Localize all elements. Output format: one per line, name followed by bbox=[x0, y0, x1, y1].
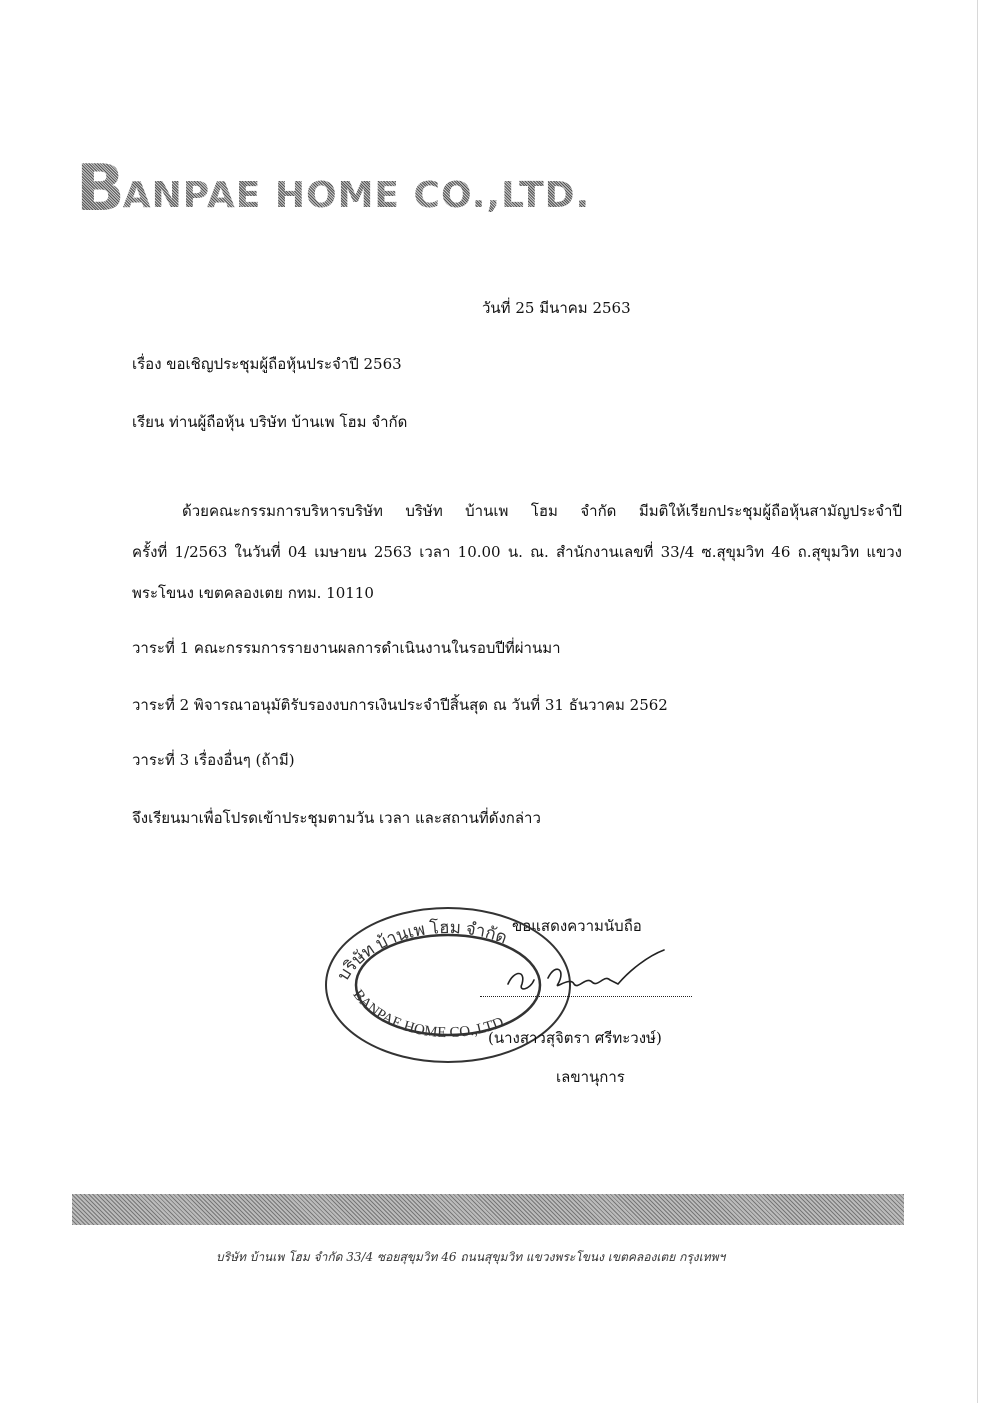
seal-top-text: บริษัท บ้านเพ โฮม จำกัด bbox=[333, 917, 510, 985]
closing-sentence: จึงเรียนมาเพื่อโปรดเข้าประชุมตามวัน เวลา และสถานที่ดังกล่าว bbox=[132, 809, 541, 827]
handwritten-signature bbox=[500, 940, 670, 1000]
logo-wordmark: ANPAE HOME CO.,LTD. bbox=[122, 175, 591, 216]
regards-text: ขอแสดงความนับถือ bbox=[512, 917, 642, 935]
agenda-item-3: วาระที่ 3 เรื่องอื่นๆ (ถ้ามี) bbox=[132, 751, 295, 769]
footer-address: บริษัท บ้านเพ โฮม จำกัด 33/4 ซอยสุขุมวิท 46 ถนนสุขุมวิท แขวงพระโขนง เขตคลองเตย กรุงเทพฯ bbox=[216, 1250, 726, 1264]
footer-band bbox=[72, 1194, 904, 1225]
seal-bottom-text: BANPAE HOME CO.,LTD. bbox=[349, 986, 510, 1042]
signatory-name: (นางสาวสุจิตรา ศรีทะวงษ์) bbox=[488, 1029, 662, 1047]
signatory-position: เลขานุการ bbox=[556, 1068, 625, 1086]
logo-initial: B bbox=[76, 152, 125, 226]
body-line-2: ครั้งที่ 1/2563 ในวันที่ 04 เมษายน 2563 เวลา 10.00 น. ณ. สำนักงานเลขที่ 33/4 ซ.สุขุมวิท 46 ถ.สุขุมวิท แขวง bbox=[132, 543, 902, 561]
agenda-item-2: วาระที่ 2 พิจารณาอนุมัติรับรองงบการเงินประจำปีสิ้นสุด ณ วันที่ 31 ธันวาคม 2562 bbox=[132, 696, 668, 714]
body-line-3: พระโขนง เขตคลองเตย กทม. 10110 bbox=[132, 584, 374, 602]
letter-salutation: เรียน ท่านผู้ถือหุ้น บริษัท บ้านเพ โฮม จำกัด bbox=[132, 413, 408, 431]
letter-date: วันที่ 25 มีนาคม 2563 bbox=[482, 299, 631, 317]
letter-subject: เรื่อง ขอเชิญประชุมผู้ถือหุ้นประจำปี 2563 bbox=[132, 355, 402, 373]
page-edge-line bbox=[977, 0, 978, 1403]
body-line-1: ด้วยคณะกรรมการบริหารบริษัท บริษัท บ้านเพ โฮม จำกัด มีมติให้เรียกประชุมผู้ถือหุ้นสามัญประจำปี bbox=[182, 502, 902, 520]
signature-line bbox=[480, 996, 692, 997]
agenda-item-1: วาระที่ 1 คณะกรรมการรายงานผลการดำเนินงานในรอบปีที่ผ่านมา bbox=[132, 639, 561, 657]
company-logo bbox=[76, 150, 591, 226]
